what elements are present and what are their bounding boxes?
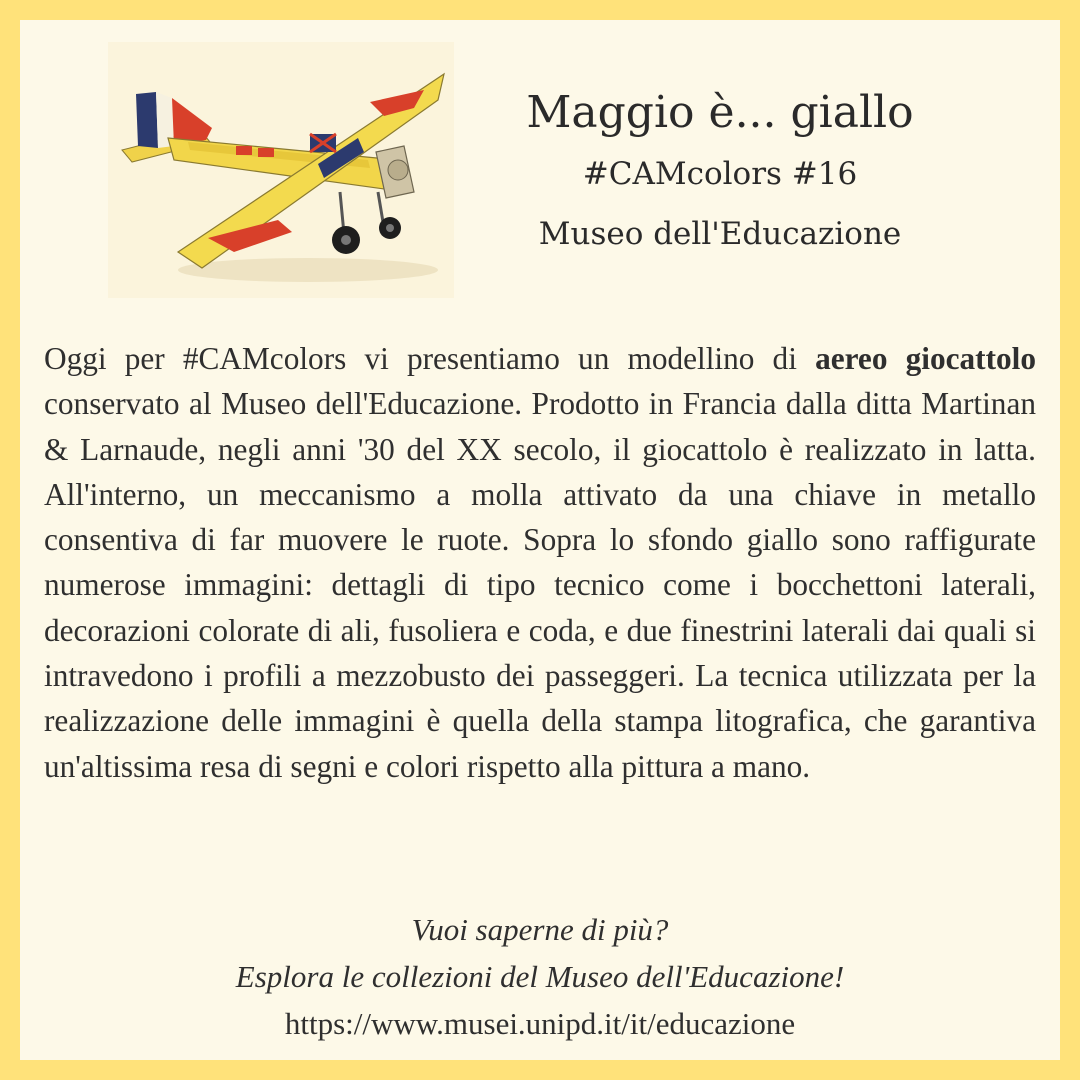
museum-name: Museo dell'Educazione — [538, 216, 902, 252]
footer — [20, 906, 1060, 1047]
post-title: Maggio è... giallo — [526, 87, 914, 138]
post-card — [20, 20, 1060, 1060]
description-rest: conservato al Museo dell'Educazione. Prodotto in Francia dalla ditta Martinan & Larnaude, negli anni '30 del XX secolo, il giocattolo è realizzato in latta. All'interno, un meccanismo a molla attivato da una chiave in metallo consentiva di far muovere le ruote. Sopra lo sfondo giallo sono raffigurate numerose immagini: dettagli di tipo tecnico come i bocchettoni laterali, decorazioni colorate di ali, fusoliera e coda, e due finestrini laterali dai quali si intravedono i profili a mezzobusto dei passeggeri. La tecnica utilizzata per la realizzazione delle immagini è quella della stampa litografica, che garantiva un'altissima resa di segni e colori rispetto alla pittura a mano. — [44, 386, 1036, 784]
title-block — [490, 82, 950, 264]
description-paragraph — [44, 336, 1036, 789]
footer-cta: Esplora le collezioni del Museo dell'Educazione! — [235, 959, 845, 994]
description-intro: Oggi per #CAMcolors vi presentiamo un modellino di — [44, 341, 816, 376]
toy-airplane-illustration — [108, 42, 454, 298]
toy-airplane-photo — [108, 42, 454, 298]
description-highlight: aereo giocattolo — [815, 341, 1036, 376]
footer-question: Vuoi saperne di più? — [411, 912, 669, 947]
museum-url: https://www.musei.unipd.it/it/educazione — [284, 1006, 796, 1041]
hashtag-line: #CAMcolors #16 — [582, 156, 858, 192]
